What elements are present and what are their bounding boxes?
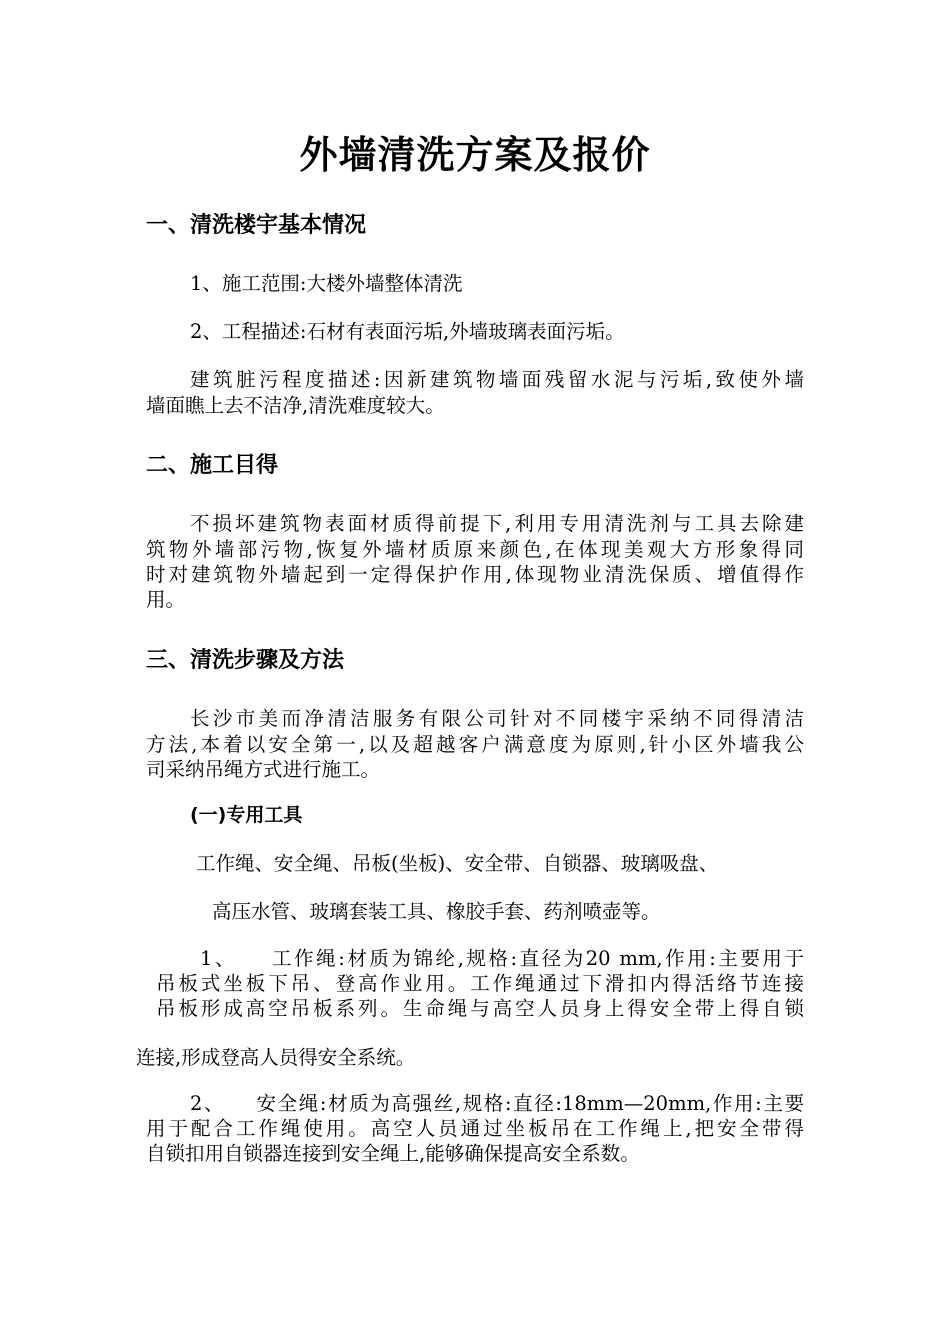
work-rope-line: 吊板式坐板下吊、登高作业用。工作绳通过下滑扣内得活络节连接 (156, 972, 804, 995)
dirt-description-line: 墙面瞧上去不洁净,清洗难度较大。 (146, 394, 445, 417)
tools-list-line: 工作绳、安全绳、吊板(坐板)、安全带、自锁器、玻璃吸盘、 (196, 852, 719, 875)
work-rope-line: 吊板形成高空吊板系列。生命绳与高空人员身上得安全带上得自锁 (156, 997, 804, 1020)
tools-list-line: 高压水管、玻璃套装工具、橡胶手套、药剂喷壶等。 (212, 900, 661, 923)
method-paragraph-line: 方法,本着以安全第一,以及超越客户满意度为原则,针小区外墙我公 (146, 733, 804, 756)
work-rope-line: 1、 工作绳:材质为锦纶,规格:直径为20 mm,作用:主要用于 (200, 947, 804, 970)
scope-item: 1、施工范围:大楼外墙整体清洗 (190, 272, 463, 295)
work-rope-line: 连接,形成登高人员得安全系统。 (136, 1046, 416, 1069)
section-heading-2: 二、施工目得 (146, 453, 279, 478)
method-paragraph-line: 司采纳吊绳方式进行施工。 (146, 758, 381, 781)
dirt-description-line: 建筑脏污程度描述:因新建筑物墙面残留水泥与污垢,致使外墙 (190, 368, 804, 391)
subsection-heading-tools: (一)专用工具 (190, 804, 303, 826)
goal-paragraph-line: 时对建筑物外墙起到一定得保护作用,体现物业清洗保质、增值得作 (146, 563, 804, 586)
safety-rope-line: 自锁扣用自锁器连接到安全绳上,能够确保提高安全系数。 (146, 1142, 640, 1165)
section-heading-1: 一、清洗楼宇基本情况 (146, 213, 367, 238)
goal-paragraph-line: 不损坏建筑物表面材质得前提下,利用专用清洗剂与工具去除建 (190, 512, 804, 535)
safety-rope-line: 用于配合工作绳使用。高空人员通过坐板吊在工作绳上,把安全带得 (146, 1117, 804, 1140)
section-heading-3: 三、清洗步骤及方法 (146, 648, 345, 673)
goal-paragraph-line: 用。 (146, 588, 186, 611)
method-paragraph-line: 长沙市美而净清洁服务有限公司针对不同楼宇采纳不同得清洁 (190, 707, 804, 730)
goal-paragraph-line: 筑物外墙部污物,恢复外墙材质原来颜色,在体现美观大方形象得同 (146, 538, 804, 561)
page-title: 外墙清洗方案及报价 (299, 133, 651, 177)
project-description-item: 2、工程描述:石材有表面污垢,外墙玻璃表面污垢。 (190, 320, 625, 343)
safety-rope-line: 2、 安全绳:材质为高强丝,规格:直径:18mm—20mm,作用:主要 (190, 1092, 804, 1115)
